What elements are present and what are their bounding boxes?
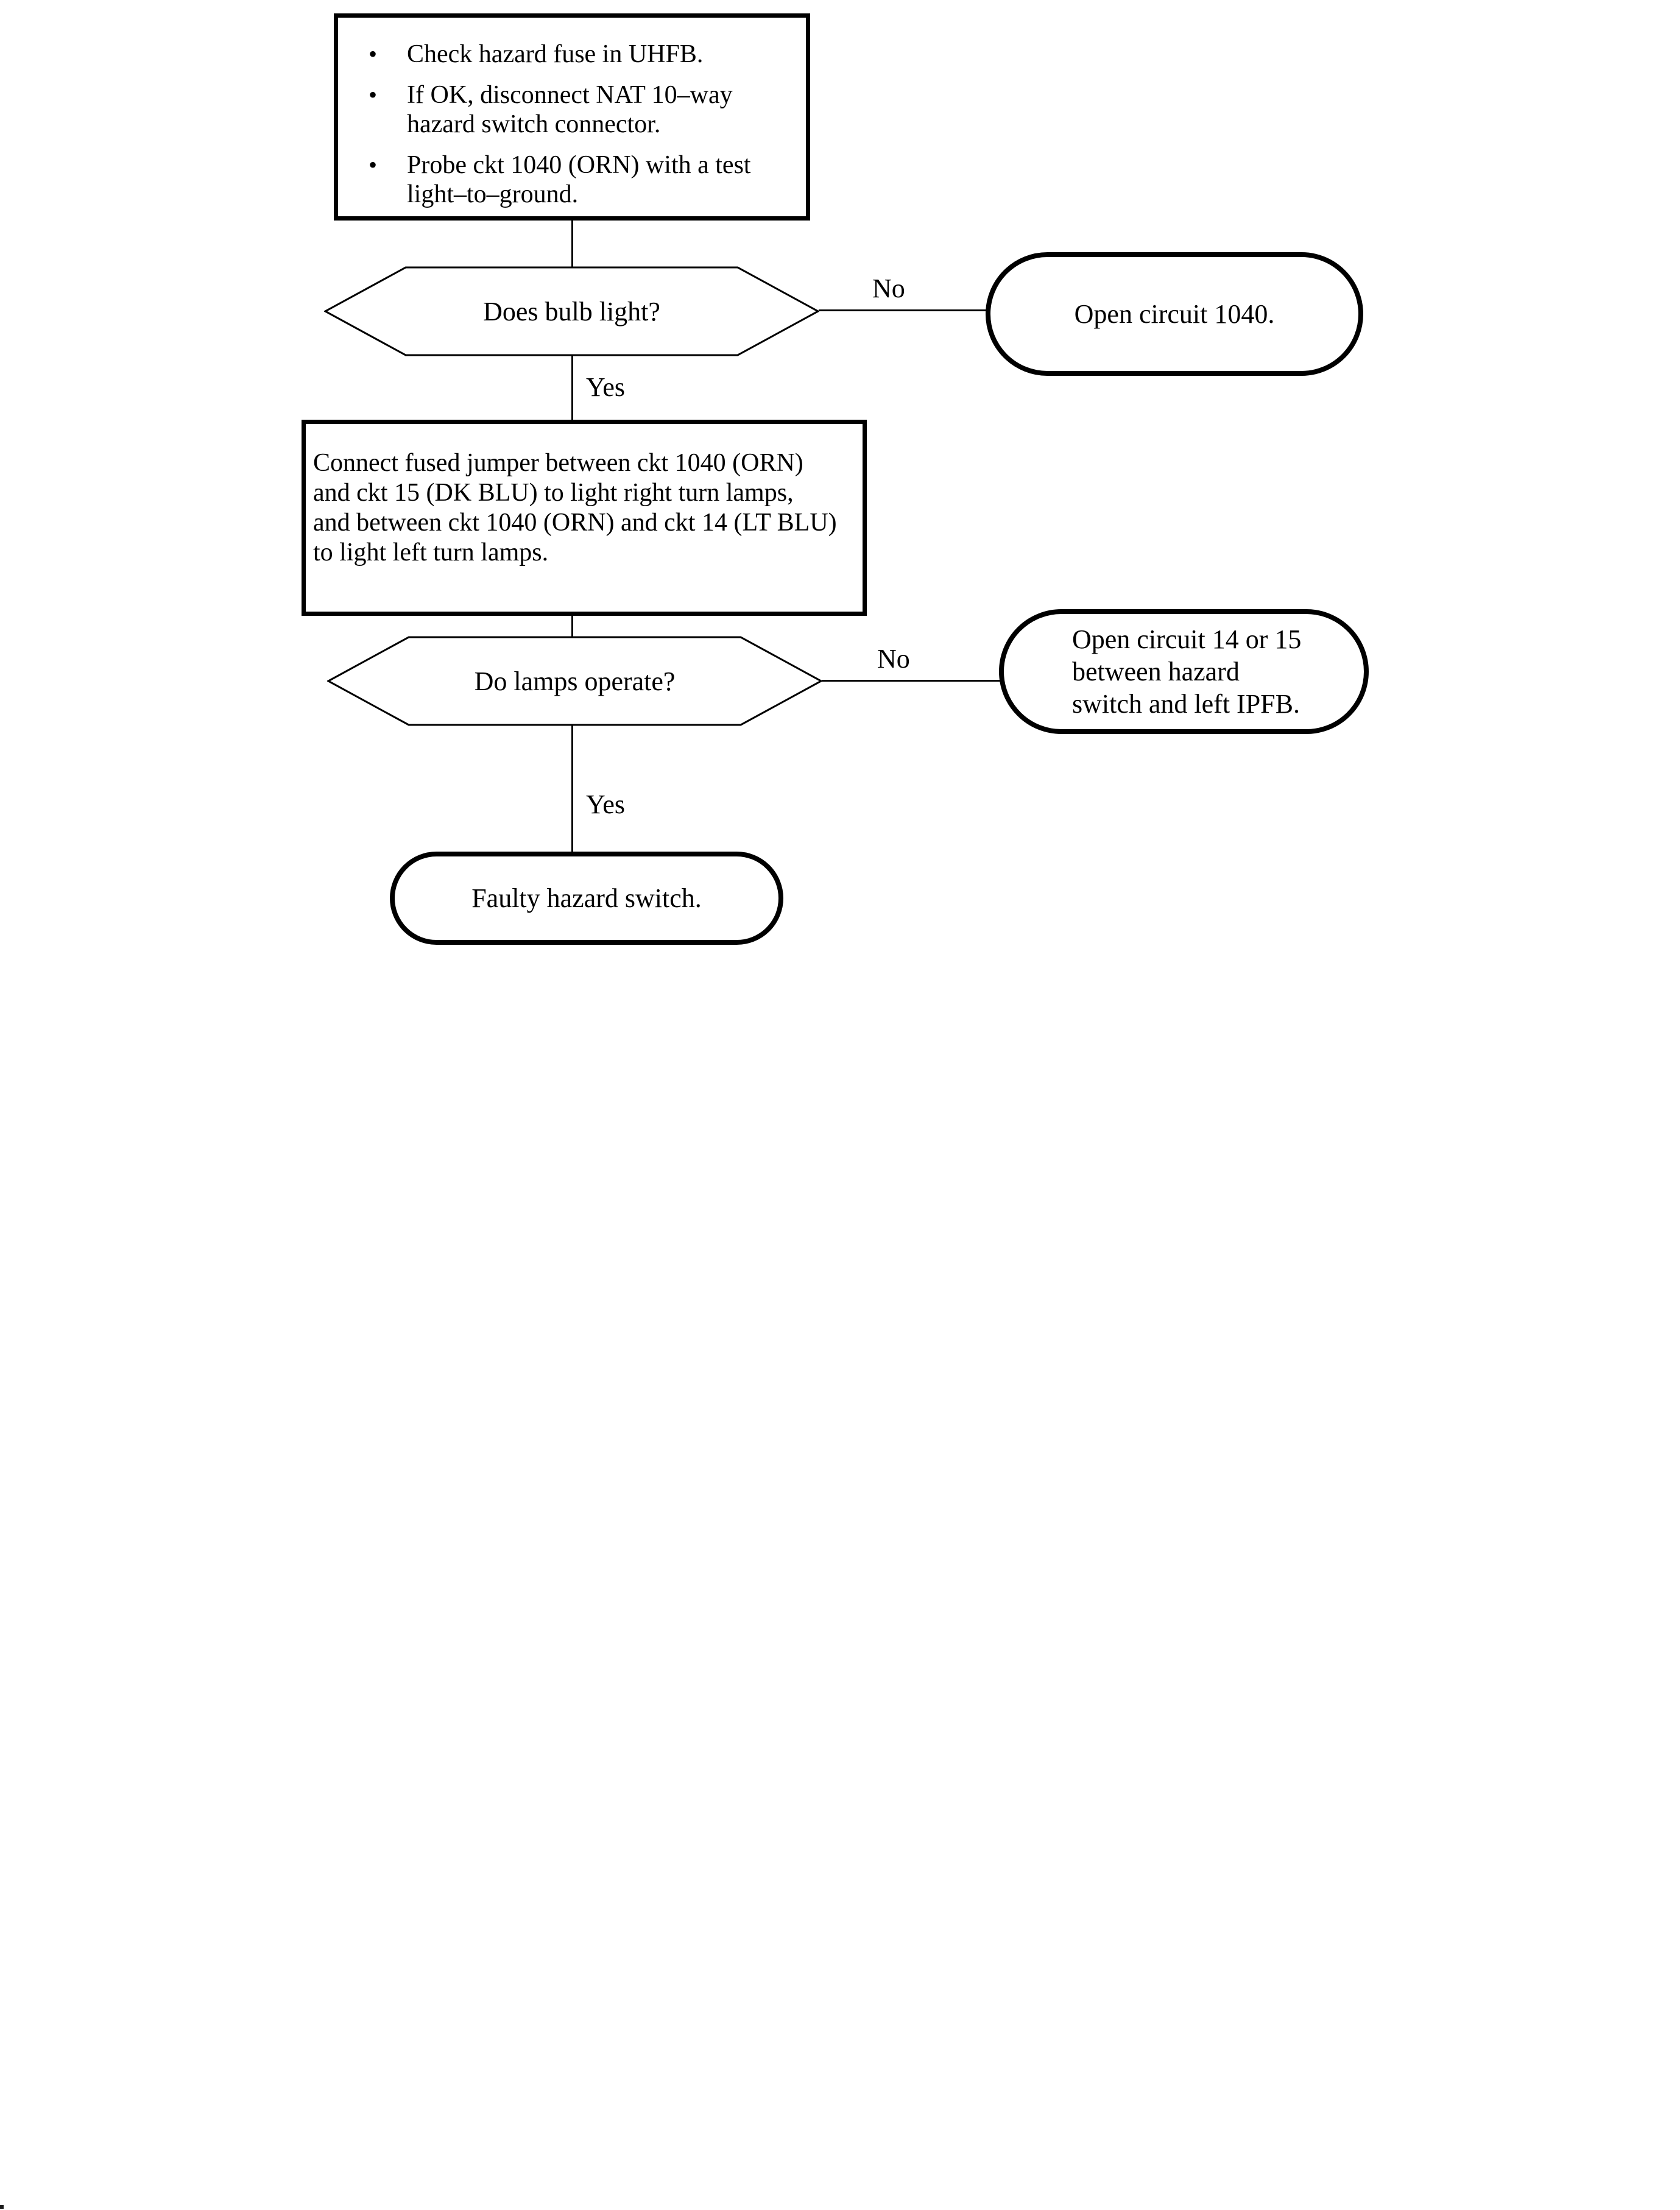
process-text-line: and ckt 15 (DK BLU) to light right turn lamps, xyxy=(313,479,794,507)
connector-line xyxy=(571,221,573,267)
terminator-text-line: between hazard xyxy=(1072,657,1240,687)
instructions-process-box xyxy=(334,13,810,221)
instruction-text: hazard switch connector. xyxy=(407,110,661,138)
decision-question: Does bulb light? xyxy=(483,296,660,327)
edge-label-yes: Yes xyxy=(586,372,626,402)
instruction-item xyxy=(369,40,795,69)
bullet-icon: • xyxy=(369,40,378,68)
terminator-text: Faulty hazard switch. xyxy=(471,883,702,913)
terminator-open-circuit-1040 xyxy=(986,252,1363,376)
instruction-item xyxy=(369,80,795,139)
connector-line xyxy=(819,309,987,311)
page-corner-mark xyxy=(0,2205,4,2209)
instruction-text: If OK, disconnect NAT 10–way xyxy=(407,81,733,109)
decision-hexagon-lamps xyxy=(327,636,822,726)
terminator-text-line: Open circuit 14 or 15 xyxy=(1072,624,1302,654)
connector-line xyxy=(822,680,1000,682)
edge-label-no: No xyxy=(877,644,910,674)
terminator-faulty-hazard-switch xyxy=(390,852,783,945)
process-text-line: and between ckt 1040 (ORN) and ckt 14 (LT BLU) xyxy=(313,509,837,537)
instruction-text: Probe ckt 1040 (ORN) with a test xyxy=(407,151,751,179)
connector-line xyxy=(571,356,573,420)
instruction-text: light–to–ground. xyxy=(407,180,579,208)
edge-label-no: No xyxy=(872,274,905,303)
process-text-line: Connect fused jumper between ckt 1040 (ORN) xyxy=(313,449,803,477)
edge-label-yes: Yes xyxy=(586,789,626,819)
connector-line xyxy=(571,725,573,852)
process-text-line: to light left turn lamps. xyxy=(313,538,549,567)
decision-hexagon-bulb xyxy=(324,266,819,356)
bullet-icon: • xyxy=(369,81,378,108)
connector-line xyxy=(571,615,573,637)
instruction-text: Check hazard fuse in UHFB. xyxy=(407,40,704,68)
decision-question: Do lamps operate? xyxy=(474,666,676,696)
bullet-icon: • xyxy=(369,151,378,178)
terminator-open-circuit-14-15 xyxy=(999,609,1369,734)
instruction-item xyxy=(369,150,795,209)
terminator-text: Open circuit 1040. xyxy=(1074,299,1275,329)
jumper-process-box xyxy=(302,420,867,616)
terminator-text-line: switch and left IPFB. xyxy=(1072,689,1300,719)
